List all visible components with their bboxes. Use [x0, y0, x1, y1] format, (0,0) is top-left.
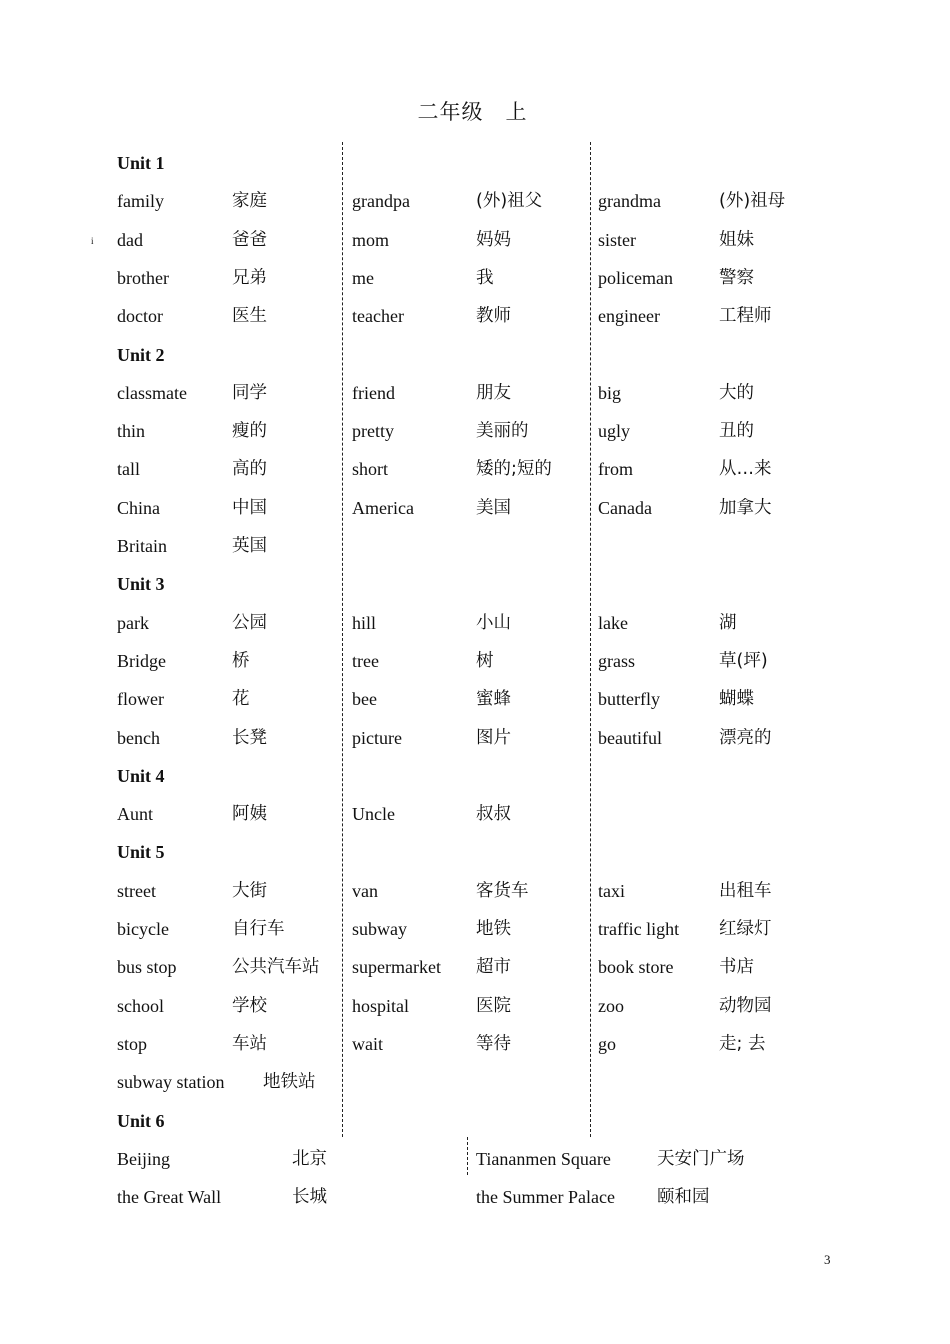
vocab-word: wait — [352, 1034, 383, 1054]
column-divider — [342, 142, 343, 1137]
vocab-word: Bridge — [117, 651, 166, 671]
vocab-word: go — [598, 1034, 616, 1054]
vocab-word: hill — [352, 613, 377, 633]
column-divider — [467, 1137, 468, 1175]
vocab-translation: 我 — [476, 268, 494, 288]
vocab-word: grass — [598, 651, 635, 671]
vocab-word: school — [117, 996, 164, 1016]
vocab-translation: 地铁 — [476, 919, 511, 939]
vocab-translation: 出租车 — [719, 881, 772, 901]
vocab-translation: 蜜蜂 — [476, 689, 511, 709]
vocab-word: doctor — [117, 306, 163, 326]
vocab-translation: 兄弟 — [232, 268, 267, 288]
vocab-translation: 公园 — [232, 613, 267, 633]
vocab-translation: 漂亮的 — [719, 728, 772, 748]
vocab-word: lake — [598, 613, 628, 633]
vocab-translation: 工程师 — [719, 306, 772, 326]
vocab-word: book store — [598, 957, 674, 977]
vocab-word: me — [352, 268, 374, 288]
vocab-translation: 朋友 — [476, 383, 511, 403]
vocab-word: Canada — [598, 498, 652, 518]
vocab-translation: 美丽的 — [476, 421, 529, 441]
vocab-translation: 阿姨 — [232, 804, 267, 824]
vocab-translation: 动物园 — [719, 996, 772, 1016]
vocab-translation: 学校 — [232, 996, 267, 1016]
vocab-word: bench — [117, 728, 160, 748]
vocab-translation: 地铁站 — [263, 1072, 316, 1092]
vocab-translation: 天安门广场 — [657, 1149, 745, 1169]
vocab-word: tree — [352, 651, 379, 671]
vocab-word: Tiananmen Square — [476, 1149, 611, 1169]
vocab-word: taxi — [598, 881, 625, 901]
vocab-word: picture — [352, 728, 402, 748]
vocab-translation: 长城 — [292, 1187, 327, 1207]
vocab-word: Britain — [117, 536, 167, 556]
vocab-word: short — [352, 459, 388, 479]
vocab-translation: (外)祖父 — [476, 191, 543, 211]
vocab-translation: 矮的;短的 — [476, 459, 552, 479]
vocab-word: the Great Wall — [117, 1187, 222, 1207]
vocab-word: mom — [352, 230, 390, 250]
vocab-word: Uncle — [352, 804, 395, 824]
vocab-word: ugly — [598, 421, 631, 441]
vocab-translation: 书店 — [719, 957, 754, 977]
vocab-translation: 高的 — [232, 459, 267, 479]
vocab-word: big — [598, 383, 622, 403]
vocab-translation: 小山 — [476, 613, 511, 633]
vocab-translation: 超市 — [476, 957, 511, 977]
vocab-word: beautiful — [598, 728, 662, 748]
page-title: 二年级 上 — [417, 100, 528, 124]
vocab-word: brother — [117, 268, 169, 288]
vocab-translation: 公共汽车站 — [232, 957, 320, 977]
vocab-translation: 从…来 — [719, 459, 772, 479]
margin-mark: i — [91, 236, 94, 246]
vocab-translation: 美国 — [476, 498, 511, 518]
vocab-translation: (外)祖母 — [719, 191, 786, 211]
vocab-translation: 叔叔 — [476, 804, 511, 824]
vocab-word: flower — [117, 689, 164, 709]
vocab-translation: 车站 — [232, 1034, 267, 1054]
vocab-translation: 家庭 — [232, 191, 267, 211]
vocab-translation: 丑的 — [719, 421, 754, 441]
vocab-translation: 草(坪) — [719, 651, 768, 671]
vocab-translation: 妈妈 — [476, 230, 511, 250]
vocab-translation: 医院 — [476, 996, 511, 1016]
vocab-translation: 树 — [476, 651, 494, 671]
vocab-translation: 红绿灯 — [719, 919, 772, 939]
unit-heading: Unit 4 — [117, 766, 165, 786]
vocab-translation: 瘦的 — [232, 421, 267, 441]
vocab-translation: 蝴蝶 — [719, 689, 754, 709]
vocab-word: street — [117, 881, 156, 901]
vocab-word: stop — [117, 1034, 148, 1054]
vocab-translation: 警察 — [719, 268, 754, 288]
vocab-translation: 走; 去 — [719, 1034, 766, 1054]
vocab-word: the Summer Palace — [476, 1187, 615, 1207]
vocab-word: America — [352, 498, 414, 518]
vocab-translation: 图片 — [476, 728, 511, 748]
vocab-word: traffic light — [598, 919, 680, 939]
vocab-translation: 姐妹 — [719, 230, 754, 250]
vocab-word: zoo — [598, 996, 624, 1016]
unit-heading: Unit 3 — [117, 574, 165, 594]
vocab-word: park — [117, 613, 149, 633]
vocab-word: family — [117, 191, 164, 211]
vocab-word: Beijing — [117, 1149, 170, 1169]
vocab-translation: 长凳 — [232, 728, 267, 748]
vocab-word: Aunt — [117, 804, 153, 824]
vocab-word: classmate — [117, 383, 187, 403]
unit-heading: Unit 6 — [117, 1111, 165, 1131]
vocab-translation: 加拿大 — [719, 498, 772, 518]
vocab-translation: 医生 — [232, 306, 267, 326]
vocab-word: bus stop — [117, 957, 177, 977]
vocab-translation: 中国 — [232, 498, 267, 518]
page-number: 3 — [824, 1252, 831, 1267]
vocab-translation: 花 — [232, 689, 250, 709]
vocab-word: thin — [117, 421, 146, 441]
vocab-translation: 爸爸 — [232, 230, 267, 250]
vocab-word: tall — [117, 459, 140, 479]
vocab-word: subway station — [117, 1072, 225, 1092]
vocab-word: dad — [117, 230, 143, 250]
vocab-word: bicycle — [117, 919, 169, 939]
vocab-word: butterfly — [598, 689, 660, 709]
vocab-word: subway — [352, 919, 407, 939]
vocab-word: pretty — [352, 421, 394, 441]
vocab-translation: 颐和园 — [657, 1187, 710, 1207]
vocab-word: hospital — [352, 996, 409, 1016]
vocab-word: from — [598, 459, 633, 479]
vocab-translation: 湖 — [719, 613, 737, 633]
vocab-translation: 大的 — [719, 383, 754, 403]
vocab-translation: 教师 — [476, 306, 511, 326]
vocab-translation: 大街 — [232, 881, 267, 901]
vocab-translation: 自行车 — [232, 919, 285, 939]
vocab-word: grandpa — [352, 191, 410, 211]
vocab-word: engineer — [598, 306, 660, 326]
vocab-word: sister — [598, 230, 636, 250]
vocab-translation: 北京 — [292, 1149, 327, 1169]
vocab-word: teacher — [352, 306, 404, 326]
vocab-word: friend — [352, 383, 395, 403]
column-divider — [590, 142, 591, 1137]
vocab-word: van — [352, 881, 378, 901]
vocab-translation: 客货车 — [476, 881, 529, 901]
vocab-word: grandma — [598, 191, 661, 211]
unit-heading: Unit 1 — [117, 153, 165, 173]
vocab-word: supermarket — [352, 957, 441, 977]
vocab-word: China — [117, 498, 160, 518]
vocab-word: bee — [352, 689, 377, 709]
unit-heading: Unit 2 — [117, 345, 165, 365]
vocab-translation: 同学 — [232, 383, 267, 403]
unit-heading: Unit 5 — [117, 842, 165, 862]
vocab-translation: 桥 — [232, 651, 250, 671]
vocab-translation: 等待 — [476, 1034, 511, 1054]
vocab-word: policeman — [598, 268, 673, 288]
vocab-translation: 英国 — [232, 536, 267, 556]
